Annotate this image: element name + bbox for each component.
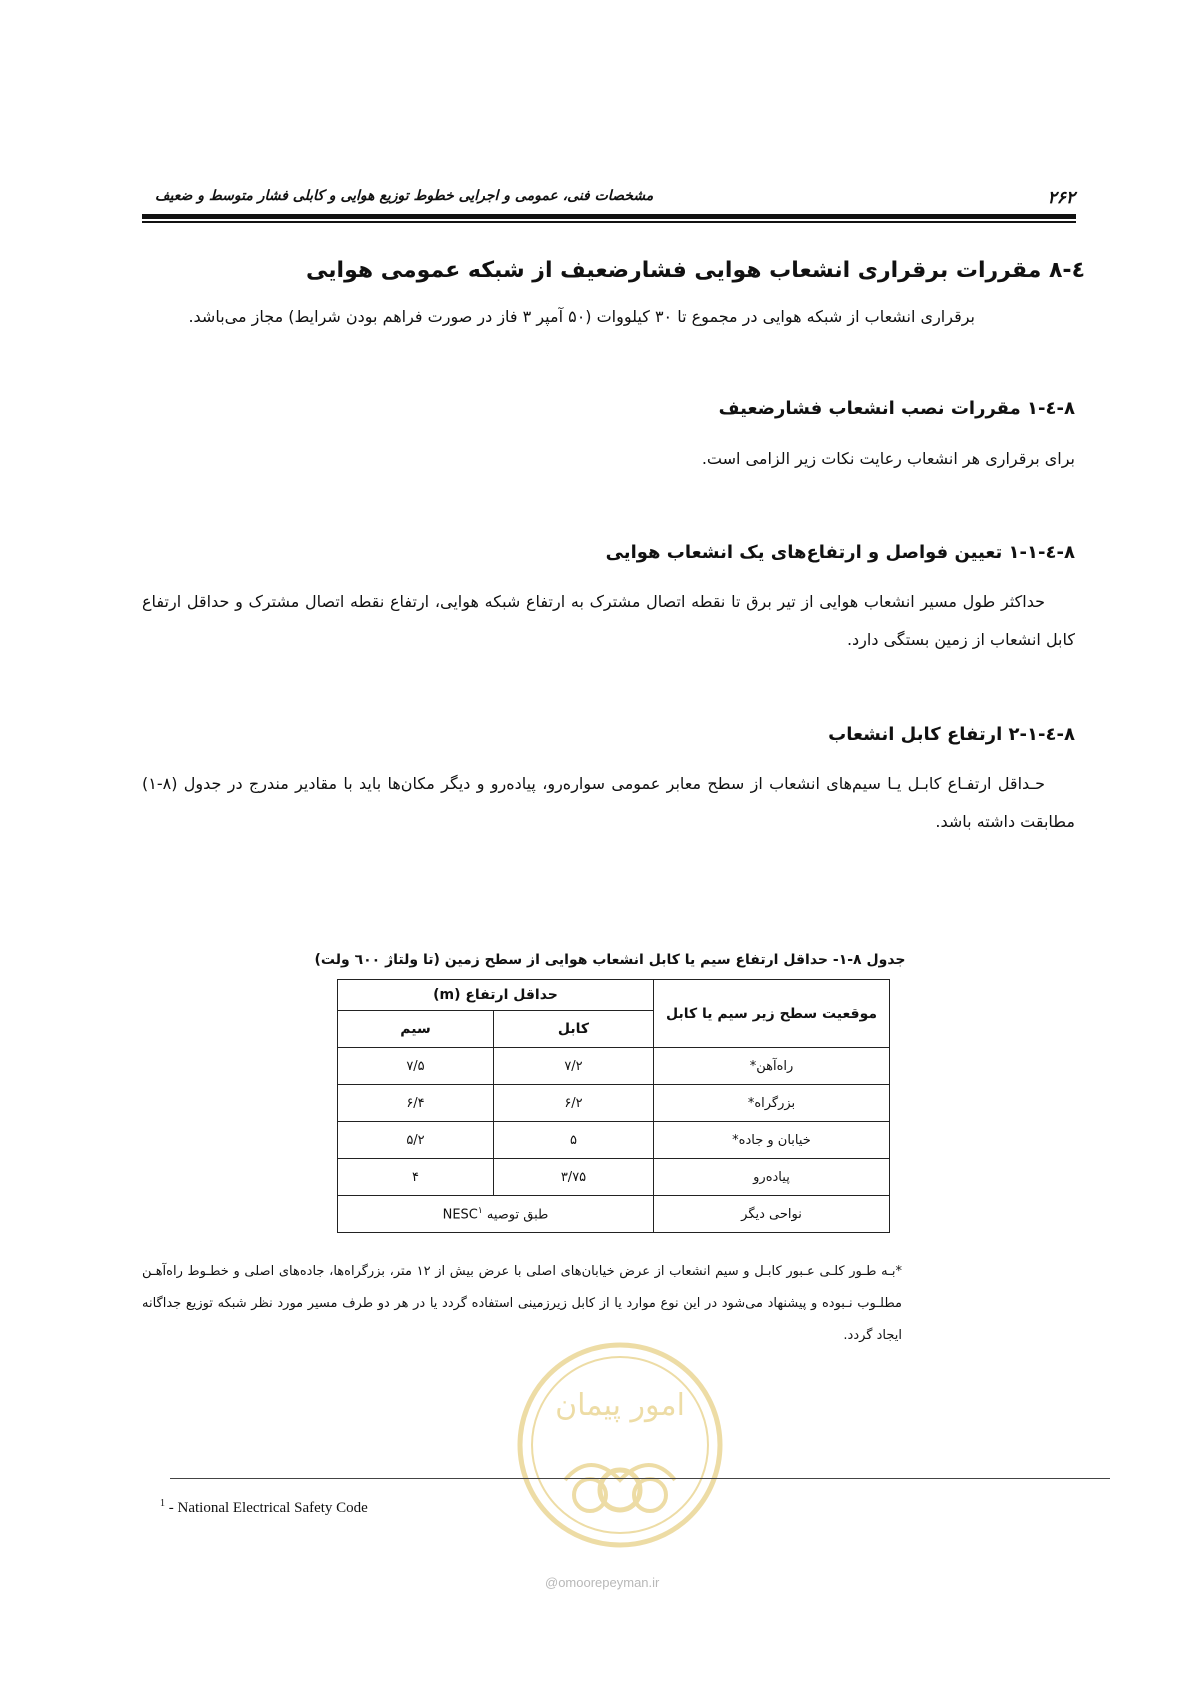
cell-cable: ۷/۲ — [494, 1048, 654, 1085]
height-table — [337, 979, 890, 1233]
cell-location: پیاده‌رو — [654, 1159, 890, 1196]
header-min-height — [338, 980, 654, 1011]
subsection-heading-1: ٨-٤-١ مقررات نصب انشعاب فشارضعیف — [718, 398, 1075, 419]
header-wire: سیم — [338, 1011, 494, 1048]
cell-location: نواحی دیگر — [654, 1196, 890, 1233]
cell-other-value — [338, 1196, 654, 1233]
cell-wire: ۵/۲ — [338, 1122, 494, 1159]
cell-wire: ۷/۵ — [338, 1048, 494, 1085]
header-rule — [142, 214, 1076, 219]
section-paragraph: برقراری انشعاب از شبکه هوایی در مجموع تا ۳۰ کیلووات (۵۰ آمپر ۳ فاز در صورت فراهم بودن شرایط) مجاز می‌باشد. — [188, 307, 975, 326]
cell-location: خیابان و جاده* — [654, 1122, 890, 1159]
subsection-heading-3: ٨-٤-١-٢ ارتفاع کابل انشعاب — [828, 724, 1075, 745]
page-number: ۲۶۲ — [1047, 188, 1075, 208]
section-heading: ٤-٨ مقررات برقراری انشعاب هوایی فشارضعیف از شبکه عمومی هوایی — [306, 258, 1085, 283]
header-cable: کابل — [494, 1011, 654, 1048]
cell-cable: ۳/۷۵ — [494, 1159, 654, 1196]
subsection-heading-2: ٨-٤-١-١ تعیین فواصل و ارتفاع‌های یک انشعاب هوایی — [605, 542, 1075, 563]
cell-cable: ۶/۲ — [494, 1085, 654, 1122]
watermark-text: امور پیمان — [555, 1388, 685, 1423]
cell-wire: ۴ — [338, 1159, 494, 1196]
table-row — [338, 1159, 890, 1196]
cell-location: راه‌آهن* — [654, 1048, 890, 1085]
header-location: موقعیت سطح زیر سیم یا کابل — [654, 980, 890, 1048]
subsection-paragraph-1: برای برقراری هر انشعاب رعایت نکات زیر الزامی است. — [701, 449, 1075, 468]
cell-wire: ۶/۴ — [338, 1085, 494, 1122]
table-row — [338, 1085, 890, 1122]
subsection-paragraph-3: حـداقل ارتفـاع کابـل یـا سیم‌های انشعاب از سطح معابر عمومی سواره‌رو، پیاده‌رو و دیگر مکان‌ها باید با مقادیر مندرج در جدول (٨-١) مطابقت داشته باشد. — [142, 774, 1075, 831]
table-row — [338, 1048, 890, 1085]
subsection-paragraph-2: حداکثر طول مسیر انشعاب هوایی از تیر برق تا نقطه اتصال مشترک به ارتفاع شبکه هوایی، ارتفاع نقطه اتصال مشترک و حداقل ارتفاع کابل انشعاب از زمین بستگی دارد. — [142, 592, 1075, 649]
table-row — [338, 1196, 890, 1233]
table-note: *بـه طـور کلـی عـبور کابـل و سیم انشعاب از عرض خیابان‌های اصلی با عرض بیش از ۱۲ متر، بزرگراه‌ها، جاده‌های اصلی و خطـوط راه‌آهـن مطلـوب نـبوده و پیشنهاد می‌شود در این نوع موارد یا از کابل زیرزمینی استفاده گردد یا در هر دو طرف مسیر مورد نظر شبکه توزیع جداگانه ایجاد گردد. — [142, 1264, 902, 1343]
header-min-height-label: حداقل ارتفاع (m) — [433, 987, 558, 1003]
footnote — [160, 1498, 368, 1517]
header-rule-thin — [142, 221, 1076, 223]
footnote-text: - National Electrical Safety Code — [165, 1500, 368, 1516]
footnote-number: 1 — [160, 1498, 165, 1509]
footnote-rule — [170, 1478, 1110, 1479]
other-value-text: طبق توصیه NESC — [442, 1207, 549, 1223]
watermark-site: @omoorepeyman.ir — [545, 1575, 660, 1590]
cell-cable: ۵ — [494, 1122, 654, 1159]
watermark-logo — [495, 1330, 745, 1560]
footnote-mark: ۱ — [477, 1205, 483, 1216]
running-header: مشخصات فنی، عمومی و اجرایی خطوط توزیع هوایی و کابلی فشار متوسط و ضعیف — [155, 188, 654, 204]
table-caption: جدول ٨-١- حداقل ارتفاع سیم یا کابل انشعاب هوایی از سطح زمین (تا ولتاژ ٦٠٠ ولت) — [314, 952, 906, 968]
cell-location: بزرگراه* — [654, 1085, 890, 1122]
table-row — [338, 1122, 890, 1159]
